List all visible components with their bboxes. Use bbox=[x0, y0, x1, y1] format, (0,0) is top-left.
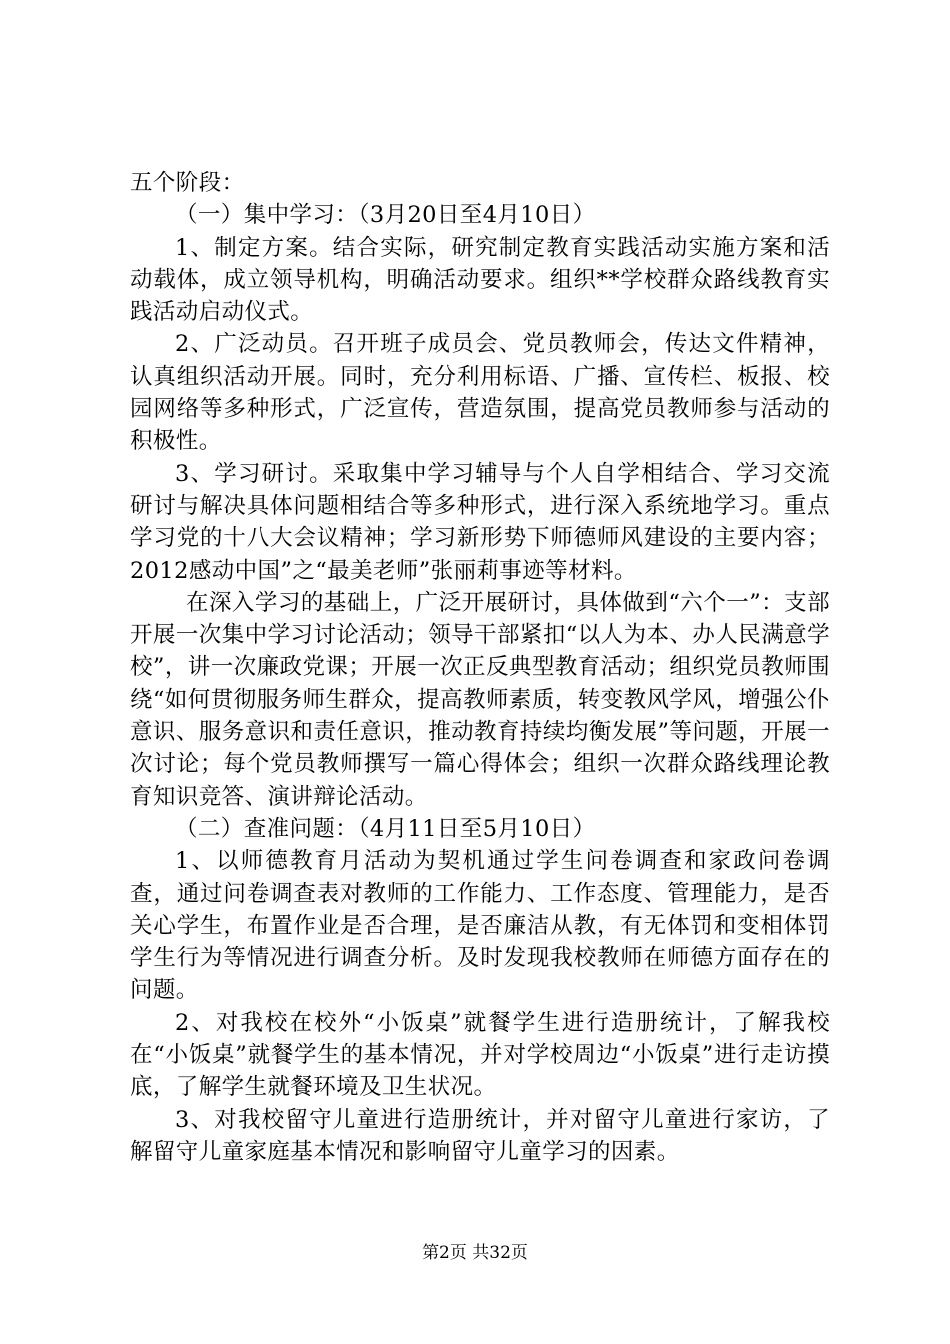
page-number-footer: 第2页 共32页 bbox=[422, 1243, 528, 1263]
paragraph-stages-intro: 五个阶段： bbox=[130, 170, 245, 196]
paragraph-small-table: 2、对我校在校外“小饭桌”就餐学生进行造册统计，了解我校在“小饭桌”就餐学生的基本情况，并对学校周边“小饭桌”进行走访摸底，了解学生就餐环境及卫生状况。 bbox=[130, 1009, 830, 1101]
heading-phase-two: （二）查准问题：（4月11日至5月10日） bbox=[175, 815, 596, 842]
paragraph-make-plan: 1、制定方案。结合实际，研究制定教育实践活动实施方案和活动载体，成立领导机构，明确活动要求。组织**学校群众路线教育实践活动启动仪式。 bbox=[130, 234, 830, 326]
paragraph-mobilize: 2、广泛动员。召开班子成员会、党员教师会，传达文件精神，认真组织活动开展。同时，充分利用标语、广播、宣传栏、板报、校园网络等多种形式，广泛宣传，营造氛围，提高党员教师参与活动的积极性。 bbox=[130, 331, 830, 455]
paragraph-six-ones: 在深入学习的基础上，广泛开展研讨，具体做到“六个一”：支部开展一次集中学习讨论活动；领导干部紧扣“以人为本、办人民满意学校”，讲一次廉政党课；开展一次正反典型教育活动；组织党员教师围绕“如何贯彻服务师生群众，提高教师素质，转变教风学风，增强公仆意识、服务意识和责任意识，推动教育持续均衡发展”等问题，开展一次讨论；每个党员教师撰写一篇心得体会；组织一次群众路线理论教育知识竞答、演讲辩论活动。 bbox=[130, 589, 830, 810]
paragraph-study-discuss: 3、学习研讨。采取集中学习辅导与个人自学相结合、学习交流研讨与解决具体问题相结合等多种形式，进行深入系统地学习。重点学习党的十八大会议精神；学习新形势下师德师风建设的主要内容；2012感动中国”之“最美老师”张丽莉事迹等材料。 bbox=[130, 460, 830, 584]
document-body bbox=[130, 167, 830, 1168]
heading-phase-one: （一）集中学习：（3月20日至4月10日） bbox=[175, 202, 596, 229]
paragraph-left-behind-children: 3、对我校留守儿童进行造册统计，并对留守儿童进行家访，了解留守儿童家庭基本情况和影响留守儿童学习的因素。 bbox=[130, 1106, 830, 1165]
paragraph-survey: 1、以师德教育月活动为契机通过学生问卷调查和家政问卷调查，通过问卷调查表对教师的工作能力、工作态度、管理能力，是否关心学生，布置作业是否合理，是否廉洁从教，有无体罚和变相体罚学生行为等情况进行调查分析。及时发现我校教师在师德方面存在的问题。 bbox=[130, 848, 830, 1004]
